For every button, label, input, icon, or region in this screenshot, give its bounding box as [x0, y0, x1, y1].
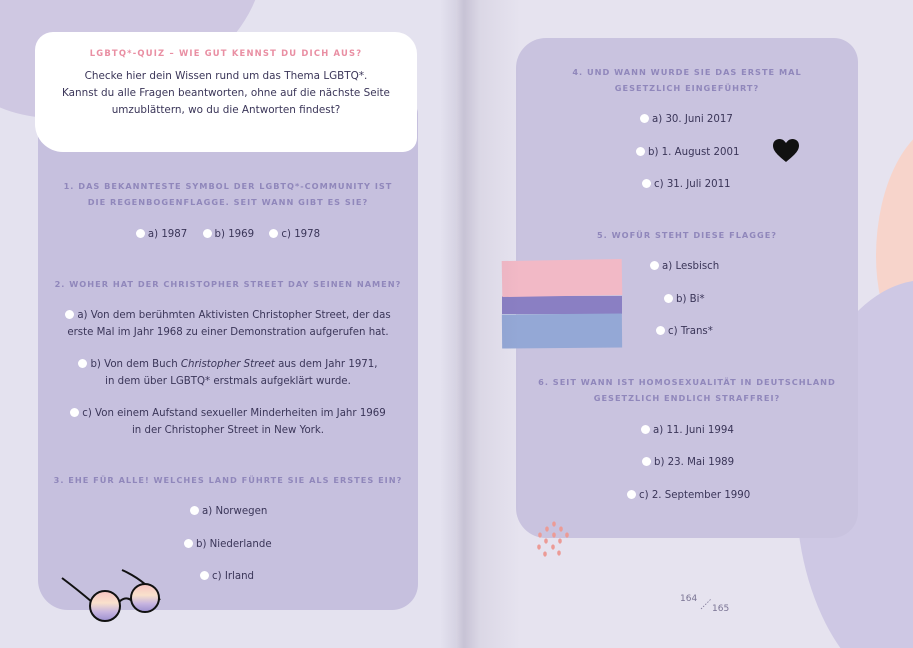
question-4-option-a[interactable]: a) 30. Juni 2017: [640, 111, 733, 128]
bi-flag: [502, 260, 622, 348]
radio-circle-icon[interactable]: [650, 261, 659, 270]
intro-line-2: Kannst du alle Fragen beantworten, ohne auf die nächste Seite: [62, 87, 390, 99]
question-5-option-a[interactable]: a) Lesbisch: [650, 258, 719, 275]
question-6-option-c[interactable]: c) 2. September 1990: [627, 487, 750, 504]
question-4-title-line-2: GESETZLICH EINGEFÜHRT?: [614, 83, 760, 93]
intro-card: [35, 32, 417, 152]
question-3-title: 3. EHE FÜR ALLE! WELCHES LAND FÜHRTE SIE ALS ERSTES EIN?: [53, 475, 403, 485]
question-6-title-line-1: 6. SEIT WANN IST HOMOSEXUALITÄT IN DEUTSCHLAND: [538, 377, 836, 387]
quiz-title: LGBTQ*-QUIZ – WIE GUT KENNST DU DICH AUS?: [89, 48, 363, 58]
radio-circle-icon[interactable]: [269, 229, 278, 238]
page-number-right: 165: [712, 604, 730, 614]
radio-circle-icon[interactable]: [65, 310, 74, 319]
question-1-title-line-1: 1. DAS BEKANNTESTE SYMBOL DER LGBTQ*-COMMUNITY IST: [63, 181, 393, 191]
radio-circle-icon[interactable]: [190, 506, 199, 515]
question-3-option-b[interactable]: b) Niederlande: [184, 536, 272, 553]
question-6-title-line-2: GESETZLICH ENDLICH STRAFFREI?: [593, 393, 781, 403]
question-1-option-b[interactable]: b) 1969: [203, 229, 255, 240]
radio-circle-icon[interactable]: [640, 114, 649, 123]
question-2-title: 2. WOHER HAT DER CHRISTOPHER STREET DAY SEINEN NAMEN?: [54, 279, 402, 289]
question-2-option-b[interactable]: b) Von dem Buch Christopher Street aus dem Jahr 1971, in dem über LGBTQ* erstmals aufgeklärt wurde.: [38, 356, 418, 390]
heart-icon: [772, 138, 800, 164]
radio-circle-icon[interactable]: [203, 229, 212, 238]
radio-circle-icon[interactable]: [636, 147, 645, 156]
question-4-option-c[interactable]: c) 31. Juli 2011: [642, 176, 731, 193]
radio-circle-icon[interactable]: [641, 425, 650, 434]
question-6: [516, 374, 858, 406]
radio-circle-icon[interactable]: [627, 490, 636, 499]
flag-stripe-pink: [502, 259, 623, 297]
page-number-left: 164: [680, 594, 698, 604]
question-5-option-b[interactable]: b) Bi*: [664, 291, 705, 308]
question-2-option-a[interactable]: a) Von dem berühmten Aktivisten Christopher Street, der das erste Mal im Jahr 1968 zu einer Demonstration aufgerufen hat.: [38, 307, 418, 341]
question-2-option-c[interactable]: c) Von einem Aufstand sexueller Minderheiten im Jahr 1969 in der Christopher Street in New York.: [38, 405, 418, 439]
question-6-option-a[interactable]: a) 11. Juni 1994: [641, 422, 734, 439]
page-number-separator-icon: [700, 598, 712, 610]
question-4-title-line-1: 4. UND WANN WURDE SIE DAS ERSTE MAL: [572, 67, 802, 77]
question-1-title-line-2: DIE REGENBOGENFLAGGE. SEIT WANN GIBT ES SIE?: [87, 197, 369, 207]
radio-circle-icon[interactable]: [70, 408, 79, 417]
question-5-title: 5. WOFÜR STEHT DIESE FLAGGE?: [596, 230, 778, 240]
radio-circle-icon[interactable]: [664, 294, 673, 303]
radio-circle-icon[interactable]: [78, 359, 87, 368]
radio-circle-icon[interactable]: [642, 457, 651, 466]
intro-text: [35, 68, 417, 119]
question-4: [516, 64, 858, 96]
intro-line-1: Checke hier dein Wissen rund um das Thema LGBTQ*.: [84, 70, 368, 82]
question-1: [38, 178, 418, 210]
dots-decoration-icon: [534, 520, 574, 560]
question-5: [516, 227, 858, 243]
flag-stripe-purple: [502, 296, 622, 314]
question-4-option-b[interactable]: b) 1. August 2001: [636, 144, 739, 161]
right-page: [456, 0, 913, 648]
left-page: [0, 0, 456, 648]
glasses-icon: [60, 560, 170, 630]
flag-stripe-blue: [502, 313, 622, 348]
radio-circle-icon[interactable]: [642, 179, 651, 188]
question-3-option-c[interactable]: c) Irland: [200, 568, 254, 585]
radio-circle-icon[interactable]: [656, 326, 665, 335]
radio-circle-icon[interactable]: [136, 229, 145, 238]
intro-line-3: umzublättern, wo du die Antworten findest?: [111, 104, 341, 116]
question-6-option-b[interactable]: b) 23. Mai 1989: [642, 454, 734, 471]
question-2: [38, 276, 418, 292]
question-5-option-c[interactable]: c) Trans*: [656, 323, 713, 340]
question-1-options: [38, 226, 418, 243]
question-3-option-a[interactable]: a) Norwegen: [190, 503, 267, 520]
question-1-option-a[interactable]: a) 1987: [136, 229, 187, 240]
radio-circle-icon[interactable]: [200, 571, 209, 580]
question-1-option-c[interactable]: c) 1978: [269, 229, 320, 240]
radio-circle-icon[interactable]: [184, 539, 193, 548]
question-3: [38, 472, 418, 488]
quiz-panel-left: [38, 100, 418, 610]
